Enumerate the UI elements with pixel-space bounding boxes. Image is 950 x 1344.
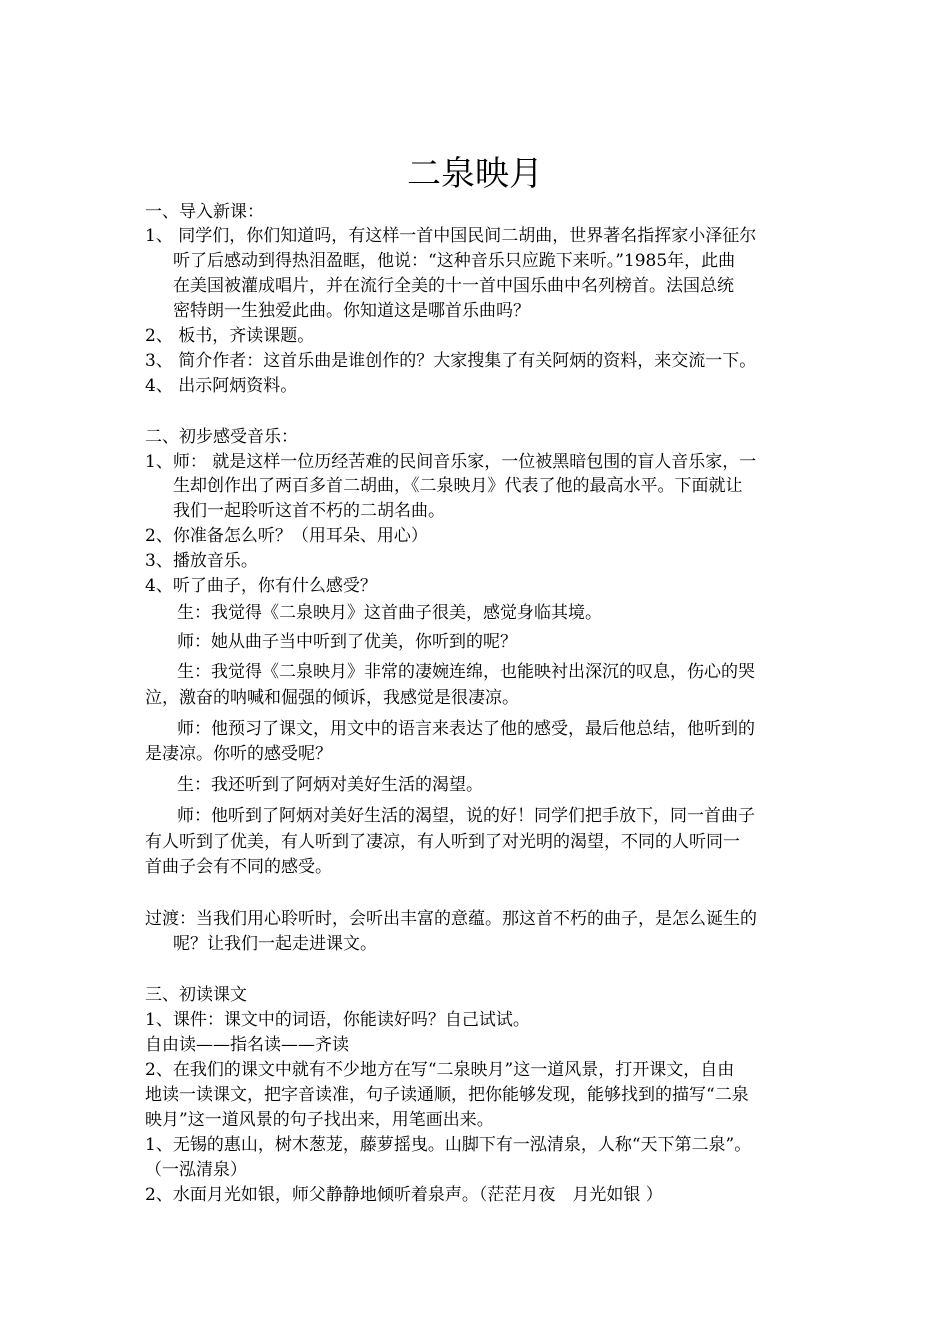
text-line: 1、无锡的惠山，树木葱茏，藤萝摇曳。山脚下有一泓清泉，人称“天下第二泉”。 bbox=[145, 1135, 752, 1155]
text-line: 4、 出示阿炳资料。 bbox=[145, 376, 298, 396]
dialogue-line: 生：我觉得《二泉映月》非常的凄婉连绵，也能映衬出深沉的叹息，伤心的哭 bbox=[177, 662, 755, 682]
dialogue-line: 师：她从曲子当中听到了优美，你听到的呢？ bbox=[177, 632, 517, 652]
dialogue-line: 师：他预习了课文，用文中的语言来表达了他的感受，最后他总结，他听到的 bbox=[177, 719, 755, 739]
text-line: 2、水面月光如银，师父静静地倾听着泉声。（茫茫月夜 月光如银 ） bbox=[145, 1185, 663, 1205]
text-line: （一泓清泉） bbox=[145, 1160, 247, 1180]
section-heading: 一、导入新课： bbox=[145, 202, 264, 222]
dialogue-line: 生：我还听到了阿炳对美好生活的渴望。 bbox=[177, 775, 483, 795]
text-line: 3、 简介作者：这首乐曲是谁创作的？大家搜集了有关阿炳的资料，来交流一下。 bbox=[145, 351, 757, 371]
text-line: 2、 板书，齐读课题。 bbox=[145, 326, 315, 346]
text-line: 1、课件：课文中的词语，你能读好吗？自己试试。 bbox=[145, 1010, 530, 1030]
page-title: 二泉映月 bbox=[407, 154, 543, 194]
text-line: 4、听了曲子，你有什么感受？ bbox=[145, 576, 377, 596]
text-line: 在美国被灌成唱片，并在流行全美的十一首中国乐曲中名列榜首。法国总统 bbox=[173, 276, 734, 296]
text-line: 1、师： 就是这样一位历经苦难的民间音乐家，一位被黑暗包围的盲人音乐家，一 bbox=[145, 452, 757, 472]
text-line: 自由读——指名读——齐读 bbox=[145, 1035, 349, 1055]
text-line: 3、播放音乐。 bbox=[145, 551, 258, 571]
text-line: 地读一读课文，把字音读准，句子读通顺，把你能够发现，能够找到的描写“二泉 bbox=[145, 1085, 749, 1105]
dialogue-line: 首曲子会有不同的感受。 bbox=[145, 857, 332, 877]
text-line: 1、 同学们，你们知道吗，有这样一首中国民间二胡曲，世界著名指挥家小泽征尔 bbox=[145, 226, 757, 246]
section-heading: 二、初步感受音乐： bbox=[145, 427, 298, 447]
dialogue-line: 师：他听到了阿炳对美好生活的渴望，说的好！同学们把手放下，同一首曲子 bbox=[177, 806, 755, 826]
text-line: 我们一起聆听这首不朽的二胡名曲。 bbox=[173, 501, 445, 521]
text-line: 密特朗一生独爱此曲。你知道这是哪首乐曲吗？ bbox=[173, 301, 530, 321]
text-line: 2、你准备怎么听？（用耳朵、用心） bbox=[145, 526, 428, 546]
transition-line: 过渡：当我们用心聆听时，会听出丰富的意蕴。那这首不朽的曲子，是怎么诞生的 bbox=[145, 909, 757, 929]
dialogue-line: 泣，激奋的呐喊和倔强的倾诉，我感觉是很凄凉。 bbox=[145, 688, 519, 708]
text-line: 生却创作出了两百多首二胡曲，《二泉映月》代表了他的最高水平。下面就让 bbox=[173, 476, 743, 496]
text-line: 2、在我们的课文中就有不少地方在写“二泉映月”这一道风景，打开课文，自由 bbox=[145, 1060, 735, 1080]
dialogue-line: 生：我觉得《二泉映月》这首曲子很美，感觉身临其境。 bbox=[177, 603, 602, 623]
text-line: 听了后感动到得热泪盈眶，他说：“这种音乐只应跪下来听。”1985年，此曲 bbox=[173, 251, 736, 271]
section-heading: 三、初读课文 bbox=[145, 985, 247, 1005]
text-line: 映月”这一道风景的句子找出来，用笔画出来。 bbox=[145, 1110, 494, 1130]
dialogue-line: 是凄凉。你听的感受呢？ bbox=[145, 744, 332, 764]
transition-line: 呢？让我们一起走进课文。 bbox=[173, 934, 377, 954]
dialogue-line: 有人听到了优美，有人听到了凄凉，有人听到了对光明的渴望，不同的人听同一 bbox=[145, 832, 740, 852]
